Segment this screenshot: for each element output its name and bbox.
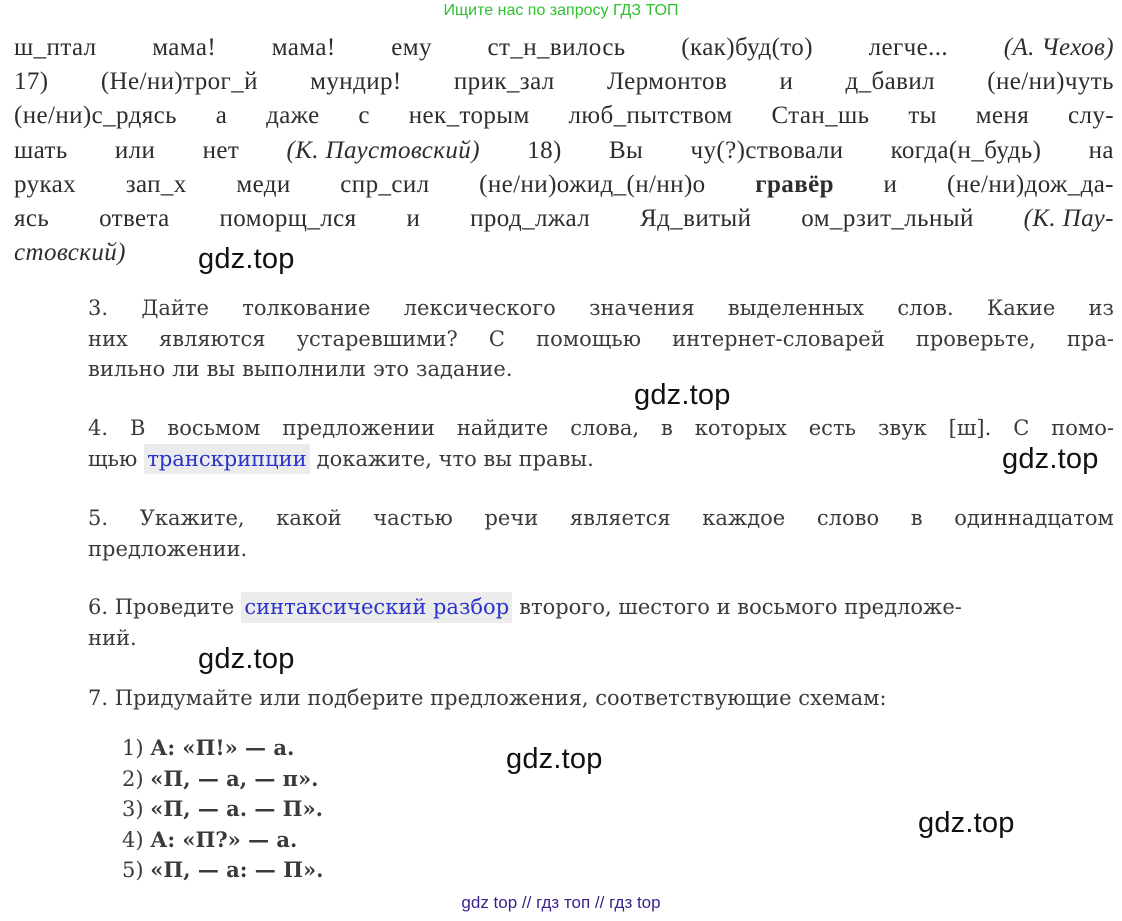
- word: это: [372, 357, 410, 381]
- word: частью: [373, 506, 453, 530]
- scheme-number: 2): [122, 766, 144, 791]
- task-number: 4.: [88, 416, 109, 440]
- word: даже: [266, 102, 320, 130]
- task-text: ний.: [88, 625, 137, 650]
- scheme-text: «П, — а: — П».: [150, 857, 324, 882]
- task-line: [88, 534, 1114, 565]
- book-line: [14, 202, 1114, 236]
- task-line: [88, 592, 1114, 623]
- word: восьмом: [167, 416, 261, 440]
- word: задание.: [416, 357, 513, 381]
- word: Укажите,: [139, 506, 245, 530]
- word: легче...: [868, 34, 949, 61]
- word: речи: [484, 506, 539, 530]
- word: С: [1013, 416, 1030, 440]
- word: когда(н_будь): [890, 136, 1042, 164]
- scheme-text: «П, — а, — п».: [150, 765, 319, 791]
- task-line: [88, 413, 1114, 444]
- scheme-item: [122, 855, 323, 886]
- sentence-number: 17): [14, 68, 49, 96]
- word: и: [406, 204, 421, 232]
- word: руках: [14, 170, 77, 198]
- scheme-text: А: «П!» — а.: [150, 735, 295, 760]
- word: чу(?)ствовали: [690, 136, 844, 164]
- word: значения: [589, 296, 695, 320]
- word: В: [130, 416, 146, 440]
- scheme-text: А: «П?» — а.: [150, 826, 298, 852]
- word: шать: [14, 136, 68, 164]
- exercise-text: [14, 31, 1114, 270]
- syntax-analysis-link[interactable]: синтаксический разбор: [241, 592, 512, 623]
- scheme-number: 3): [122, 797, 144, 821]
- word: в: [660, 416, 673, 440]
- word: являются: [158, 326, 266, 351]
- watermark: gdz.top: [1002, 443, 1099, 475]
- transcription-link[interactable]: транскрипции: [144, 444, 309, 475]
- word: выполнили: [242, 357, 366, 381]
- word: слово: [816, 506, 880, 530]
- word: (не/ни)дож_да-: [946, 170, 1114, 198]
- word: которых: [694, 416, 787, 440]
- word: щью: [88, 446, 138, 471]
- word: звук: [877, 416, 927, 440]
- header-banner[interactable]: Ищите нас по запросу ГДЗ ТОП: [443, 2, 679, 19]
- word: (не/ни)ожид_(н/нн)о: [479, 170, 706, 198]
- book-line: [14, 65, 1114, 99]
- task-7: [88, 683, 1114, 714]
- scheme-item: [122, 733, 323, 764]
- word: какой: [276, 506, 342, 530]
- word: и: [779, 68, 794, 96]
- book-line: [14, 31, 1114, 65]
- watermark: gdz.top: [198, 643, 295, 675]
- word: (как)буд(то): [681, 34, 813, 61]
- word: каждое: [702, 506, 786, 530]
- word: мама!: [152, 34, 217, 61]
- word: ш_птал: [14, 34, 97, 61]
- watermark: gdz.top: [198, 243, 295, 275]
- word: Какие: [986, 296, 1056, 320]
- task-line: [88, 324, 1114, 355]
- word: слов.: [897, 296, 954, 320]
- author-citation: (К. Пау-: [1023, 204, 1114, 232]
- task-line: [88, 293, 1114, 324]
- word: меди: [236, 170, 291, 198]
- scheme-list: [122, 733, 323, 886]
- watermark: gdz.top: [918, 807, 1015, 839]
- word: предложении: [282, 416, 435, 440]
- word: устаревшими?: [296, 326, 458, 351]
- word: люб_пытством: [568, 102, 733, 130]
- word: толкование: [242, 296, 371, 320]
- word: есть: [808, 416, 856, 440]
- word: вильно: [88, 357, 166, 381]
- word: выделенных: [727, 296, 865, 320]
- word: или: [114, 136, 156, 164]
- book-line: [14, 236, 1114, 270]
- word: [ш].: [948, 416, 992, 440]
- word: ст_н_вилось: [487, 34, 626, 61]
- task-number: 5.: [88, 506, 109, 530]
- watermark: gdz.top: [634, 379, 731, 411]
- word: мама!: [271, 34, 336, 61]
- word: С: [488, 326, 505, 351]
- word: является: [569, 506, 671, 530]
- book-line: [14, 99, 1114, 133]
- task-text: второго, шестого и восьмого предложе-: [519, 595, 962, 619]
- word: интернет-словарей: [672, 326, 885, 351]
- word: Дайте: [141, 296, 209, 320]
- scheme-item: [122, 794, 323, 825]
- word: ясь: [14, 204, 50, 232]
- word: Яд_витый: [640, 204, 752, 232]
- author-citation: (А. Чехов): [1003, 34, 1114, 61]
- author-citation: стовский): [14, 239, 126, 267]
- task-line: [88, 503, 1114, 534]
- word: меня: [975, 102, 1030, 130]
- word: помощью: [536, 326, 641, 351]
- word: проверьте,: [915, 326, 1036, 351]
- word: прик_зал: [453, 68, 555, 96]
- word: (не/ни)чуть: [987, 68, 1114, 96]
- word: слу-: [1067, 102, 1114, 130]
- word: них: [88, 326, 128, 351]
- scheme-number: 5): [122, 858, 144, 882]
- word: (Не/ни)трог_й: [100, 68, 258, 96]
- word: Лермонтов: [606, 68, 728, 96]
- word: слова,: [570, 416, 640, 440]
- word: найдите: [456, 416, 549, 440]
- word: помо-: [1051, 416, 1114, 440]
- word: прод_лжал: [470, 204, 591, 232]
- word: а: [215, 102, 228, 130]
- word: ответа: [99, 204, 170, 232]
- task-5: [88, 503, 1114, 564]
- task-line: [88, 444, 1114, 475]
- task-line: [88, 354, 1114, 385]
- scheme-item: [122, 825, 323, 856]
- word: вы: [206, 357, 236, 381]
- word: из: [1088, 296, 1114, 320]
- scheme-text: «П, — а. — П».: [150, 796, 323, 821]
- task-number: 3.: [88, 296, 109, 320]
- word: лексического: [403, 296, 556, 320]
- word: в: [910, 506, 923, 530]
- word: ли: [172, 357, 200, 381]
- book-line: [14, 134, 1114, 168]
- task-4: [88, 413, 1114, 474]
- task-text: докажите, что вы правы.: [316, 446, 594, 471]
- word: одиннадцатом: [954, 506, 1114, 530]
- task-3: [88, 293, 1114, 385]
- sentence-number: 18): [527, 136, 562, 164]
- word: Вы: [608, 136, 644, 164]
- word: пра-: [1066, 326, 1114, 351]
- word: нет: [202, 136, 240, 164]
- word: с: [358, 102, 370, 130]
- highlighted-word: гравёр: [755, 170, 834, 198]
- word: поморщ_лся: [219, 204, 357, 232]
- scheme-item: [122, 764, 323, 795]
- scheme-number: 4): [122, 827, 144, 852]
- watermark: gdz.top: [506, 743, 603, 775]
- word: зап_х: [125, 170, 187, 198]
- word: нек_торым: [408, 102, 530, 130]
- task-text: предложении.: [88, 536, 248, 561]
- book-line: [14, 168, 1114, 202]
- task-text: 6. Проведите: [88, 595, 235, 619]
- word: ты: [908, 102, 937, 130]
- task-text: 7. Придумайте или подберите предложения, соответствующие схемам:: [88, 686, 887, 710]
- word: д_бавил: [845, 68, 935, 96]
- word: спр_сил: [340, 170, 430, 198]
- word: Стан_шь: [771, 102, 870, 130]
- word: (не/ни)с_рдясь: [14, 102, 177, 130]
- footer-links[interactable]: gdz top // гдз топ // гдз top: [461, 893, 661, 912]
- word: ему: [391, 34, 432, 61]
- word: и: [883, 170, 898, 198]
- task-line: [88, 683, 1114, 714]
- author-citation: (К. Паустовский): [286, 136, 480, 164]
- scheme-number: 1): [122, 736, 144, 760]
- word: ом_рзит_льный: [801, 204, 974, 232]
- word: мундир!: [310, 68, 402, 96]
- word: на: [1088, 136, 1114, 164]
